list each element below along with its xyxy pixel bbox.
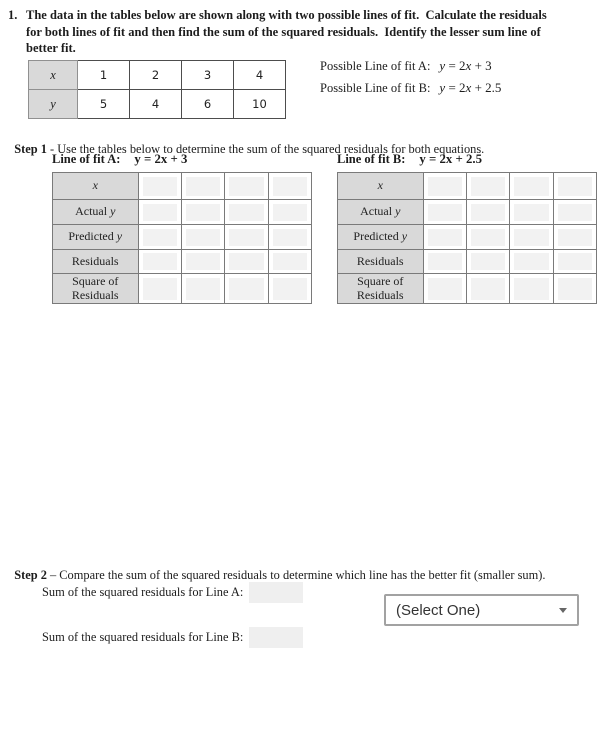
better-fit-select[interactable] xyxy=(384,594,579,626)
problem-statement xyxy=(8,7,547,57)
answer-cell[interactable] xyxy=(553,274,596,304)
fit-row-header: Actual y xyxy=(338,200,424,225)
answer-input[interactable] xyxy=(229,278,263,300)
answer-cell[interactable] xyxy=(423,250,466,274)
sum-line-a-row xyxy=(42,581,303,603)
step2-heading xyxy=(8,553,546,583)
xy-data-table-wrap xyxy=(28,60,286,119)
data-table-cell: 4 xyxy=(234,61,286,90)
answer-cell[interactable] xyxy=(510,250,553,274)
answer-cell[interactable] xyxy=(181,173,224,200)
answer-cell[interactable] xyxy=(225,250,268,274)
fit-row-header: Predicted y xyxy=(53,225,139,250)
answer-input[interactable] xyxy=(186,177,220,196)
fit-table-row xyxy=(338,250,597,274)
problem-text-line: for both lines of fit and then find the sum of the squared residuals. Identify the lesser sum line of xyxy=(26,24,541,39)
fit-table-a-equation: y = 2x + 3 xyxy=(134,152,188,166)
problem-text xyxy=(26,7,547,57)
sum-line-b-input[interactable] xyxy=(249,627,303,648)
answer-input[interactable] xyxy=(143,177,177,196)
data-table-row xyxy=(29,61,286,90)
fit-table-b-equation: y = 2x + 2.5 xyxy=(419,152,482,166)
answer-cell[interactable] xyxy=(225,173,268,200)
step2-label: Step 2 xyxy=(14,568,47,582)
step2-text: – Compare the sum of the squared residuals to determine which line has the better fit (smaller sum). xyxy=(46,568,546,582)
fit-table-row xyxy=(338,274,597,304)
answer-cell[interactable] xyxy=(466,250,509,274)
fit-table-b-caption xyxy=(337,152,597,172)
possible-line-b xyxy=(320,80,501,102)
problem-text-line: better fit. xyxy=(26,41,76,55)
answer-input[interactable] xyxy=(273,278,307,300)
answer-input[interactable] xyxy=(273,229,307,246)
answer-cell[interactable] xyxy=(138,200,181,225)
answer-cell[interactable] xyxy=(225,274,268,304)
answer-input[interactable] xyxy=(428,278,462,300)
fit-table-b-block xyxy=(337,152,597,304)
answer-input[interactable] xyxy=(471,229,505,246)
answer-cell[interactable] xyxy=(466,200,509,225)
answer-input[interactable] xyxy=(273,204,307,221)
better-fit-select-value: (Select One) xyxy=(396,601,481,619)
answer-cell[interactable] xyxy=(423,173,466,200)
answer-cell[interactable] xyxy=(423,274,466,304)
answer-input[interactable] xyxy=(514,253,548,270)
answer-input[interactable] xyxy=(471,278,505,300)
possible-line-b-label: Possible Line of fit B: xyxy=(320,81,431,95)
answer-cell[interactable] xyxy=(423,225,466,250)
answer-input[interactable] xyxy=(428,204,462,221)
answer-cell[interactable] xyxy=(181,274,224,304)
answer-input[interactable] xyxy=(558,204,592,221)
answer-input[interactable] xyxy=(514,177,548,196)
answer-input[interactable] xyxy=(471,177,505,196)
fit-table-row xyxy=(338,173,597,200)
answer-input[interactable] xyxy=(514,278,548,300)
answer-input[interactable] xyxy=(558,229,592,246)
answer-cell[interactable] xyxy=(268,225,311,250)
data-table-cell: 4 xyxy=(130,90,182,119)
answer-cell[interactable] xyxy=(553,200,596,225)
answer-cell[interactable] xyxy=(466,274,509,304)
fit-row-header: Square of Residuals xyxy=(338,274,424,304)
fit-row-header: Residuals xyxy=(338,250,424,274)
answer-cell[interactable] xyxy=(466,173,509,200)
answer-input[interactable] xyxy=(471,253,505,270)
answer-input[interactable] xyxy=(229,177,263,196)
answer-cell[interactable] xyxy=(466,225,509,250)
answer-cell[interactable] xyxy=(553,225,596,250)
answer-cell[interactable] xyxy=(553,173,596,200)
answer-input[interactable] xyxy=(186,229,220,246)
answer-input[interactable] xyxy=(229,229,263,246)
data-table-cell: 2 xyxy=(130,61,182,90)
xy-data-table xyxy=(28,60,286,119)
data-table-row xyxy=(29,90,286,119)
data-table-cell: 10 xyxy=(234,90,286,119)
fit-table-b-caption-label: Line of fit B: xyxy=(337,152,406,166)
answer-cell[interactable] xyxy=(181,250,224,274)
data-table-cell: 5 xyxy=(78,90,130,119)
possible-line-a xyxy=(320,58,501,80)
answer-input[interactable] xyxy=(229,253,263,270)
answer-input[interactable] xyxy=(428,177,462,196)
possible-line-b-equation: y = 2x + 2.5 xyxy=(439,80,502,95)
answer-input[interactable] xyxy=(514,229,548,246)
fit-row-header: Actual y xyxy=(53,200,139,225)
answer-cell[interactable] xyxy=(268,250,311,274)
answer-input[interactable] xyxy=(143,229,177,246)
data-table-header-x: x xyxy=(29,61,78,90)
answer-input[interactable] xyxy=(558,253,592,270)
answer-input[interactable] xyxy=(143,204,177,221)
sum-line-a-input[interactable] xyxy=(249,582,303,603)
answer-cell[interactable] xyxy=(225,200,268,225)
fit-table-row xyxy=(53,225,312,250)
answer-input[interactable] xyxy=(143,278,177,300)
fit-table-row xyxy=(53,250,312,274)
data-table-header-y: y xyxy=(29,90,78,119)
answer-cell[interactable] xyxy=(510,274,553,304)
answer-input[interactable] xyxy=(471,204,505,221)
step1-text: - Use the tables below to determine the sum of the squared residuals for both equations. xyxy=(46,142,485,156)
answer-cell[interactable] xyxy=(138,250,181,274)
answer-input[interactable] xyxy=(428,253,462,270)
data-table-cell: 1 xyxy=(78,61,130,90)
fit-row-header: Residuals xyxy=(53,250,139,274)
answer-input[interactable] xyxy=(273,177,307,196)
answer-input[interactable] xyxy=(186,204,220,221)
fit-table-a-caption-label: Line of fit A: xyxy=(52,152,121,166)
fit-row-header: x xyxy=(338,173,424,200)
answer-input[interactable] xyxy=(186,253,220,270)
possible-lines xyxy=(320,58,501,102)
answer-cell[interactable] xyxy=(510,200,553,225)
answer-cell[interactable] xyxy=(510,173,553,200)
possible-line-a-equation: y = 2x + 3 xyxy=(439,58,492,73)
sum-line-b-label: Sum of the squared residuals for Line B: xyxy=(42,629,244,644)
fit-row-header: x xyxy=(53,173,139,200)
fit-table-row xyxy=(53,200,312,225)
answer-cell[interactable] xyxy=(423,200,466,225)
possible-line-a-label: Possible Line of fit A: xyxy=(320,59,431,73)
answer-cell[interactable] xyxy=(225,225,268,250)
sum-line-a-label: Sum of the squared residuals for Line A: xyxy=(42,584,244,599)
answer-cell[interactable] xyxy=(268,274,311,304)
fit-table-row xyxy=(53,274,312,304)
answer-cell[interactable] xyxy=(138,225,181,250)
answer-input[interactable] xyxy=(514,204,548,221)
answer-cell[interactable] xyxy=(553,250,596,274)
fit-table-a-caption xyxy=(52,152,312,172)
answer-input[interactable] xyxy=(143,253,177,270)
problem-text-line: The data in the tables below are shown along with two possible lines of fit. Calculate the residuals xyxy=(26,8,547,22)
answer-cell[interactable] xyxy=(510,225,553,250)
answer-input[interactable] xyxy=(558,278,592,300)
answer-cell[interactable] xyxy=(138,274,181,304)
fit-table-row xyxy=(338,225,597,250)
answer-input[interactable] xyxy=(273,253,307,270)
answer-cell[interactable] xyxy=(181,225,224,250)
answer-cell[interactable] xyxy=(268,200,311,225)
sum-line-b-row xyxy=(42,626,303,648)
fit-table-a-block xyxy=(52,152,312,304)
chevron-down-icon xyxy=(559,608,567,613)
answer-input[interactable] xyxy=(428,229,462,246)
answer-cell[interactable] xyxy=(181,200,224,225)
answer-cell[interactable] xyxy=(138,173,181,200)
fit-table-a xyxy=(52,172,312,304)
fit-row-header: Square of Residuals xyxy=(53,274,139,304)
problem-number: 1. xyxy=(8,8,18,22)
fit-row-header: Predicted y xyxy=(338,225,424,250)
fit-table-row xyxy=(53,173,312,200)
answer-input[interactable] xyxy=(558,177,592,196)
answer-input[interactable] xyxy=(186,278,220,300)
answer-cell[interactable] xyxy=(268,173,311,200)
step1-label: Step 1 xyxy=(14,142,47,156)
data-table-cell: 3 xyxy=(182,61,234,90)
fit-table-row xyxy=(338,200,597,225)
fit-table-b xyxy=(337,172,597,304)
data-table-cell: 6 xyxy=(182,90,234,119)
answer-input[interactable] xyxy=(229,204,263,221)
